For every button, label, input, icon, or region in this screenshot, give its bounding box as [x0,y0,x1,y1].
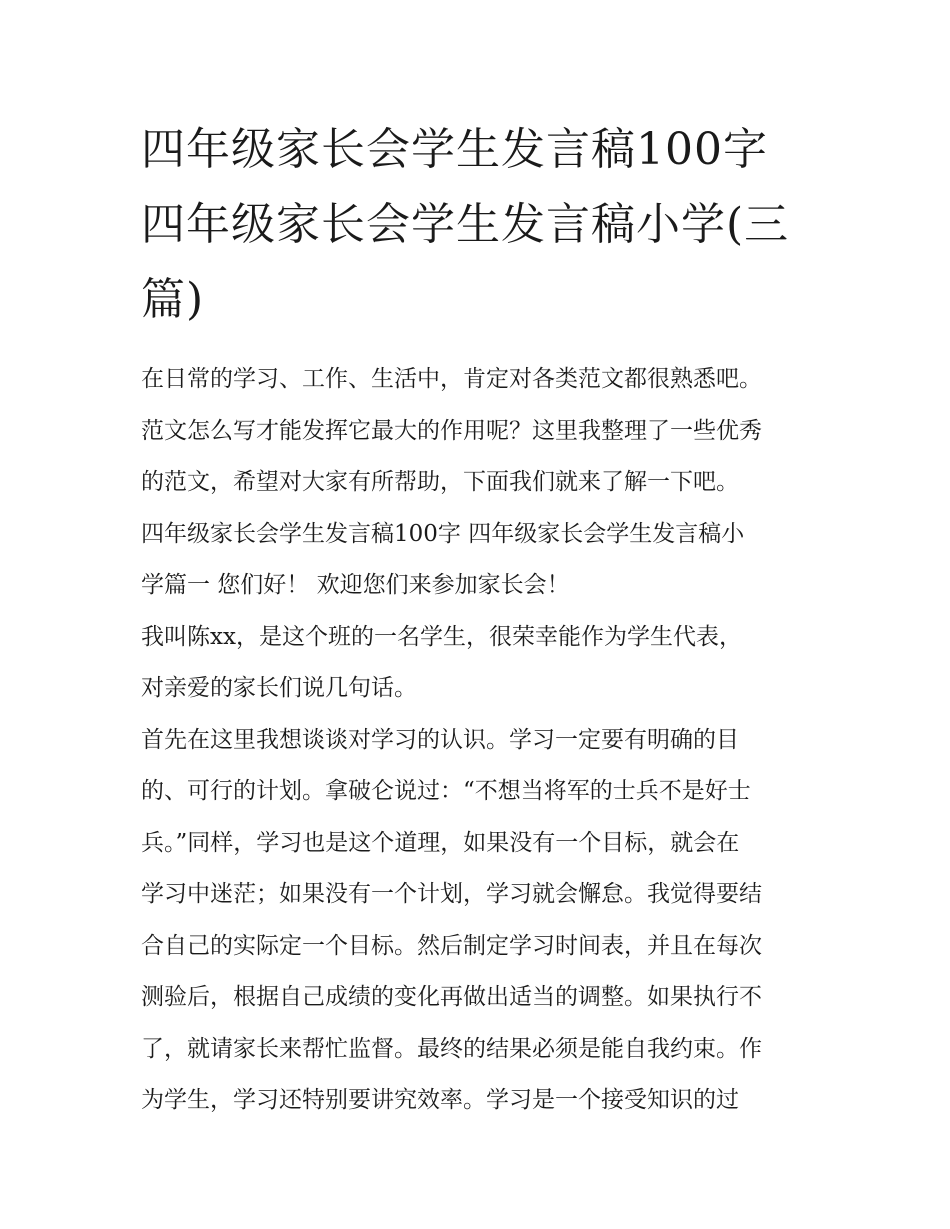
body-line-12: 合自己的实际定一个目标。然后制定学习时间表，并且在每次 [141,932,762,959]
body-line-9: 的、可行的计划。拿破仑说过：“不想当将军的士兵不是好士 [141,778,751,804]
document-body [141,354,821,1127]
body-line-4: 四年级家长会学生发言稿100字 四年级家长会学生发言稿小 [141,520,745,547]
body-line-3: 的范文，希望对大家有所帮助，下面我们就来了解一下吧。 [141,469,739,495]
document-title: 四年级家长会学生发言稿100字 四年级家长会学生发言稿小学(三篇) [141,124,790,325]
body-line-7: 对亲爱的家长们说几句话。 [141,675,417,701]
body-line-15: 为学生，学习还特别要讲究效率。学习是一个接受知识的过 [141,1087,739,1113]
body-line-11: 学习中迷茫；如果没有一个计划，学习就会懈怠。我觉得要结 [141,881,762,907]
body-line-1: 在日常的学习、工作、生活中，肯定对各类范文都很熟悉吧。 [141,366,762,392]
body-line-8: 首先在这里我想谈谈对学习的认识。学习一定要有明确的目 [141,726,739,753]
body-line-6: 我叫陈xx，是这个班的一名学生，很荣幸能作为学生代表， [141,623,742,650]
body-line-5: 学篇一 您们好！ 欢迎您们来参加家长会！ [141,572,570,598]
body-line-13: 测验后，根据自己成绩的变化再做出适当的调整。如果执行不 [141,984,762,1010]
body-line-2: 范文怎么写才能发挥它最大的作用呢？这里我整理了一些优秀 [141,417,762,444]
body-line-10: 兵。”同样，学习也是这个道理，如果没有一个目标，就会在 [141,829,740,856]
body-line-14: 了，就请家长来帮忙监督。最终的结果必须是能自我约束。作 [141,1035,762,1062]
